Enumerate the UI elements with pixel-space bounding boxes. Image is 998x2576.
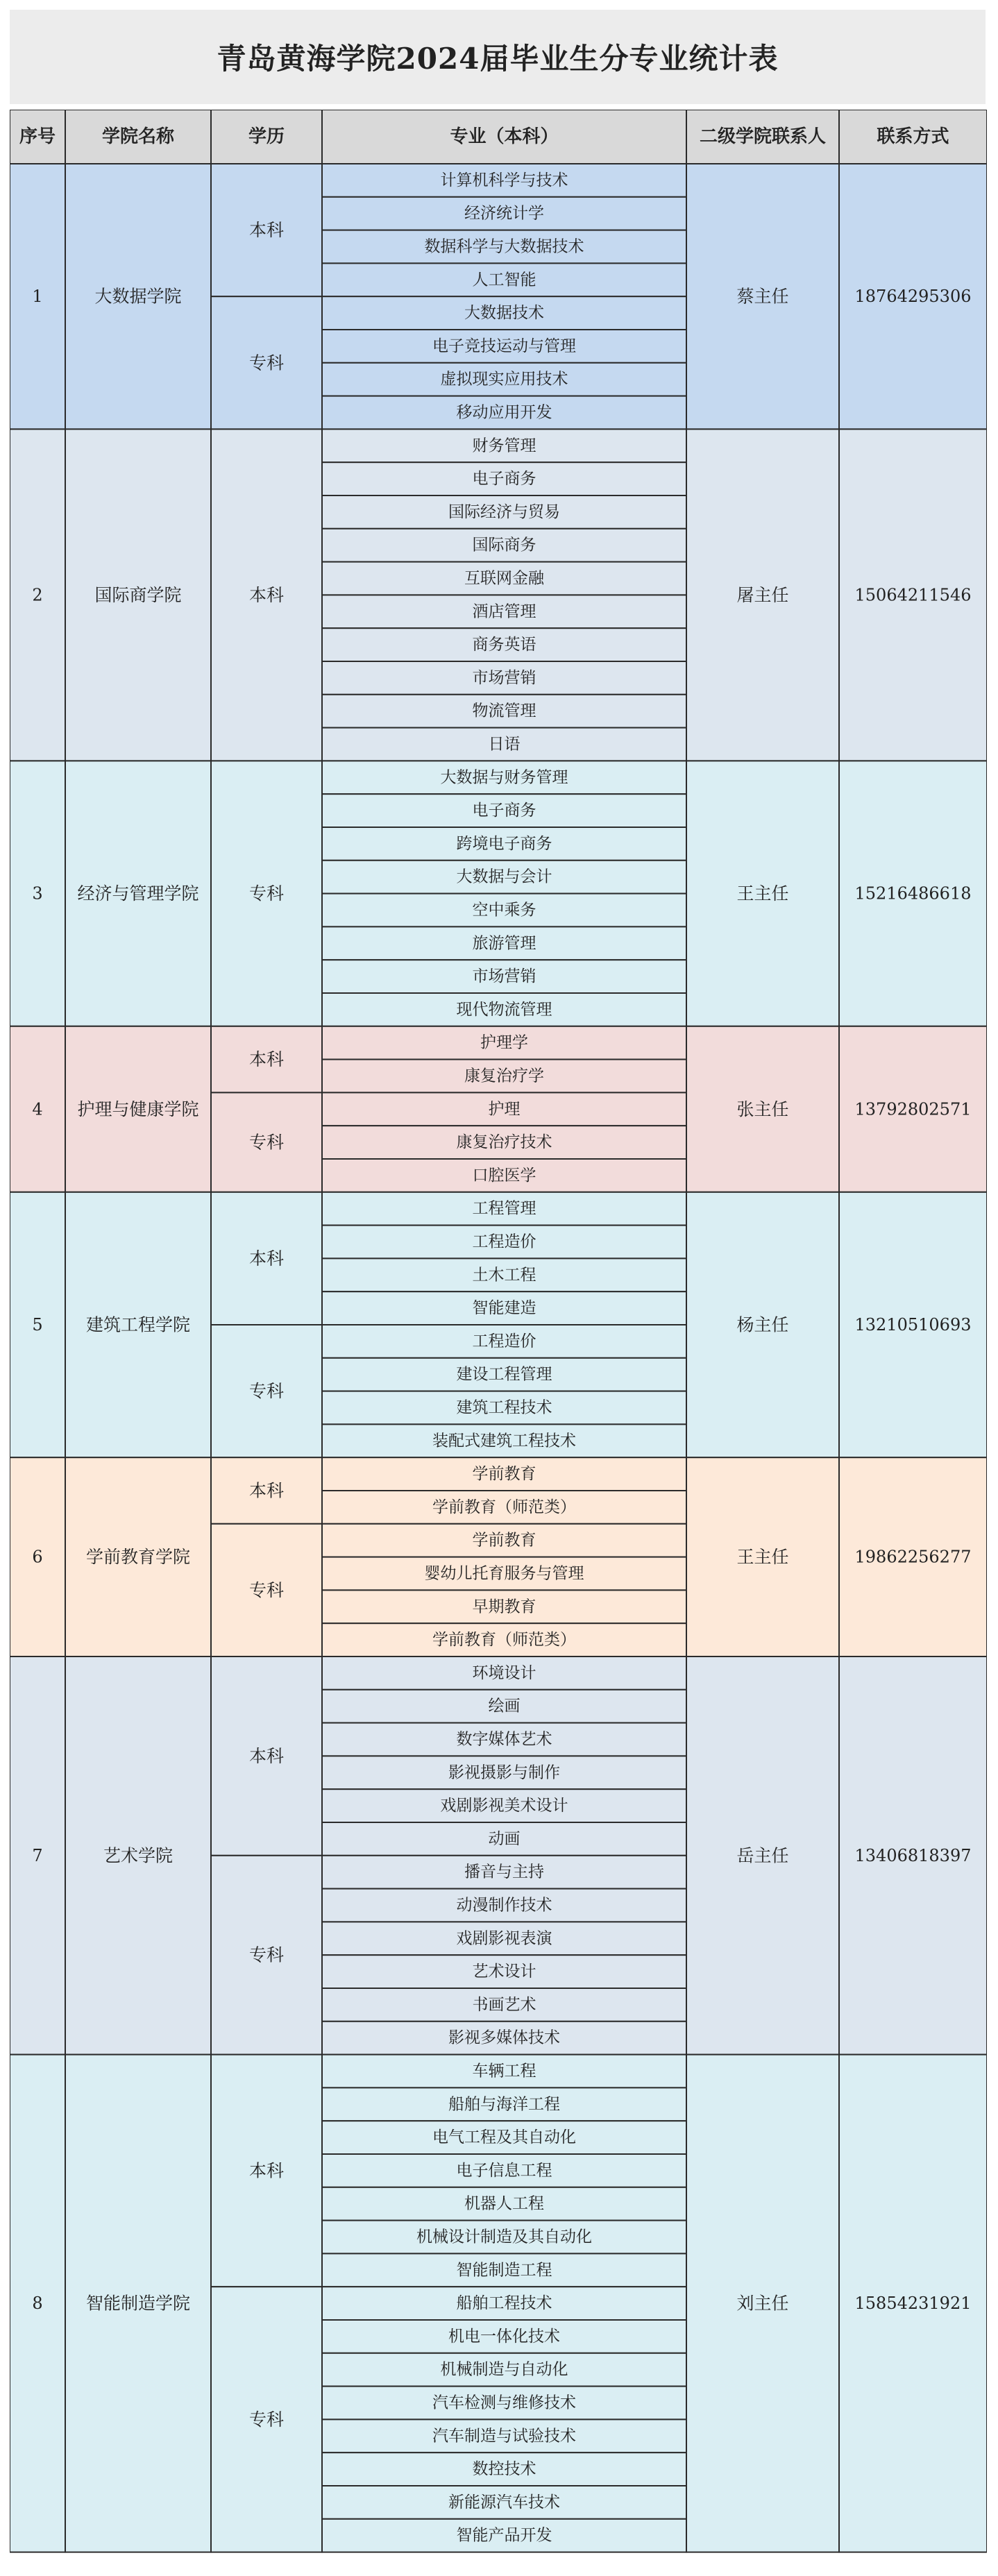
major-name: 空中乘务 [472, 901, 536, 920]
major-name: 康复治疗学 [464, 1067, 544, 1085]
major-name: 国际经济与贸易 [448, 502, 560, 521]
major-name: 书画艺术 [472, 1995, 536, 2014]
major-name: 影视摄影与制作 [448, 1763, 560, 1782]
row-index: 3 [32, 883, 43, 904]
table-grid [10, 110, 987, 2562]
row-index: 1 [32, 287, 43, 307]
major-name: 人工智能 [472, 271, 536, 289]
degree-level: 本科 [248, 1248, 285, 1269]
college-name: 艺术学院 [103, 1845, 174, 1866]
major-name: 数控技术 [472, 2460, 536, 2479]
major-name: 电子商务 [472, 802, 536, 820]
major-name: 戏剧影视表演 [456, 1929, 552, 1948]
major-name: 电子信息工程 [456, 2161, 552, 2180]
major-name: 装配式建筑工程技术 [432, 1432, 576, 1450]
contact-person: 岳主任 [736, 1845, 789, 1866]
major-name: 艺术设计 [472, 1963, 536, 1981]
degree-level: 本科 [248, 1049, 285, 1070]
major-name: 数字媒体艺术 [456, 1730, 552, 1749]
major-name: 商务英语 [472, 636, 536, 654]
college-name: 学前教育学院 [85, 1547, 191, 1568]
contact-phone: 19862256277 [854, 1547, 972, 1567]
row-index: 8 [32, 2294, 43, 2314]
major-name: 机械设计制造及其自动化 [416, 2228, 592, 2246]
major-name: 大数据与财务管理 [440, 768, 568, 787]
major-name: 康复治疗技术 [456, 1133, 552, 1152]
contact-person: 王主任 [736, 883, 789, 904]
major-name: 工程造价 [472, 1332, 536, 1350]
degree-level: 专科 [248, 2409, 285, 2430]
major-name: 绘画 [488, 1697, 521, 1715]
contact-phone: 15064211546 [854, 585, 972, 605]
major-name: 市场营销 [472, 967, 536, 986]
major-name: 工程造价 [472, 1232, 536, 1251]
degree-level: 本科 [248, 1480, 285, 1501]
major-name: 智能制造工程 [456, 2261, 552, 2280]
major-name: 环境设计 [472, 1663, 536, 1682]
contact-person: 屠主任 [736, 584, 789, 605]
major-name: 船舶与海洋工程 [448, 2095, 560, 2114]
row-index: 7 [32, 1845, 43, 1865]
degree-level: 本科 [248, 584, 285, 605]
major-name: 电气工程及其自动化 [432, 2128, 576, 2147]
college-name: 建筑工程学院 [85, 1314, 191, 1335]
page-title: 青岛黄海学院2024届毕业生分专业统计表 [10, 10, 986, 104]
major-name: 动画 [488, 1829, 521, 1848]
college-name: 大数据学院 [94, 286, 182, 307]
major-name: 机电一体化技术 [448, 2327, 560, 2346]
major-name: 电子商务 [472, 470, 536, 489]
major-name: 汽车检测与维修技术 [432, 2393, 576, 2412]
contact-person: 王主任 [736, 1547, 789, 1568]
major-name: 旅游管理 [472, 934, 536, 953]
major-name: 学前教育 [472, 1465, 536, 1484]
contact-phone: 18764295306 [854, 287, 972, 307]
major-name: 酒店管理 [472, 602, 536, 621]
major-name: 虚拟现实应用技术 [440, 370, 568, 389]
major-name: 市场营销 [472, 668, 536, 687]
major-name: 土木工程 [472, 1266, 536, 1285]
major-name: 经济统计学 [464, 204, 544, 223]
major-name: 影视多媒体技术 [448, 2028, 560, 2047]
major-name: 物流管理 [472, 702, 536, 720]
header-level: 学历 [248, 126, 285, 147]
major-name: 日语 [488, 735, 521, 754]
contact-phone: 13210510693 [854, 1315, 972, 1334]
major-name: 互联网金融 [464, 569, 544, 588]
major-name: 船舶工程技术 [456, 2294, 552, 2313]
major-name: 汽车制造与试验技术 [432, 2427, 576, 2446]
college-name: 国际商学院 [94, 584, 182, 605]
major-name: 护理学 [480, 1033, 528, 1052]
major-name: 车辆工程 [472, 2062, 536, 2081]
degree-level: 本科 [248, 1745, 285, 1766]
major-name: 戏剧影视美术设计 [440, 1797, 568, 1815]
degree-level: 专科 [248, 1132, 285, 1153]
major-name: 建设工程管理 [456, 1365, 552, 1384]
major-name: 工程管理 [472, 1199, 536, 1218]
major-name: 移动应用开发 [456, 403, 552, 422]
degree-level: 专科 [248, 353, 285, 373]
major-name: 动漫制作技术 [456, 1896, 552, 1915]
major-name: 智能建造 [472, 1299, 536, 1318]
major-name: 口腔医学 [472, 1166, 536, 1185]
contact-person: 蔡主任 [736, 286, 789, 307]
row-index: 6 [32, 1547, 43, 1567]
major-name: 播音与主持 [464, 1863, 544, 1881]
major-name: 财务管理 [472, 437, 536, 455]
major-name: 护理 [488, 1100, 521, 1119]
major-name: 计算机科学与技术 [440, 171, 568, 189]
header-contact: 二级学院联系人 [699, 126, 827, 147]
contact-phone: 13792802571 [854, 1099, 972, 1119]
major-name: 学前教育（师范类） [432, 1498, 576, 1516]
major-name: 机器人工程 [464, 2194, 544, 2213]
contact-person: 刘主任 [736, 2293, 789, 2314]
degree-level: 专科 [248, 1381, 285, 1402]
contact-person: 杨主任 [736, 1314, 789, 1335]
contact-phone: 15854231921 [854, 2294, 972, 2314]
major-name: 学前教育 [472, 1531, 536, 1550]
degree-level: 本科 [248, 2160, 285, 2181]
row-index: 4 [32, 1099, 43, 1119]
major-name: 国际商务 [472, 536, 536, 554]
row-index: 2 [32, 585, 43, 605]
major-name: 婴幼儿托育服务与管理 [424, 1564, 584, 1583]
header-phone: 联系方式 [877, 126, 949, 147]
major-name: 数据科学与大数据技术 [424, 237, 584, 256]
college-name: 智能制造学院 [85, 2293, 191, 2314]
header-index: 序号 [19, 126, 56, 147]
major-name: 机械制造与自动化 [440, 2360, 568, 2379]
graduate-statistics-table [10, 110, 987, 2562]
major-name: 早期教育 [472, 1598, 536, 1616]
major-name: 智能产品开发 [456, 2526, 552, 2545]
degree-level: 本科 [248, 220, 285, 241]
major-name: 学前教育（师范类） [432, 1631, 576, 1650]
degree-level: 专科 [248, 883, 285, 904]
major-name: 电子竞技运动与管理 [432, 337, 576, 355]
contact-person: 张主任 [736, 1099, 789, 1119]
college-name: 护理与健康学院 [77, 1099, 199, 1119]
college-name: 经济与管理学院 [77, 883, 199, 904]
major-name: 建筑工程技术 [456, 1398, 552, 1417]
major-name: 大数据与会计 [456, 867, 552, 886]
major-name: 新能源汽车技术 [448, 2493, 560, 2511]
header-major: 专业（本科） [450, 126, 559, 147]
contact-phone: 13406818397 [854, 1845, 972, 1865]
major-name: 大数据技术 [464, 304, 544, 323]
major-name: 跨境电子商务 [456, 834, 552, 853]
row-index: 5 [32, 1315, 43, 1334]
header-college: 学院名称 [101, 126, 175, 147]
major-name: 现代物流管理 [456, 1000, 552, 1019]
degree-level: 专科 [248, 1579, 285, 1600]
degree-level: 专科 [248, 1944, 285, 1965]
contact-phone: 15216486618 [854, 883, 972, 904]
